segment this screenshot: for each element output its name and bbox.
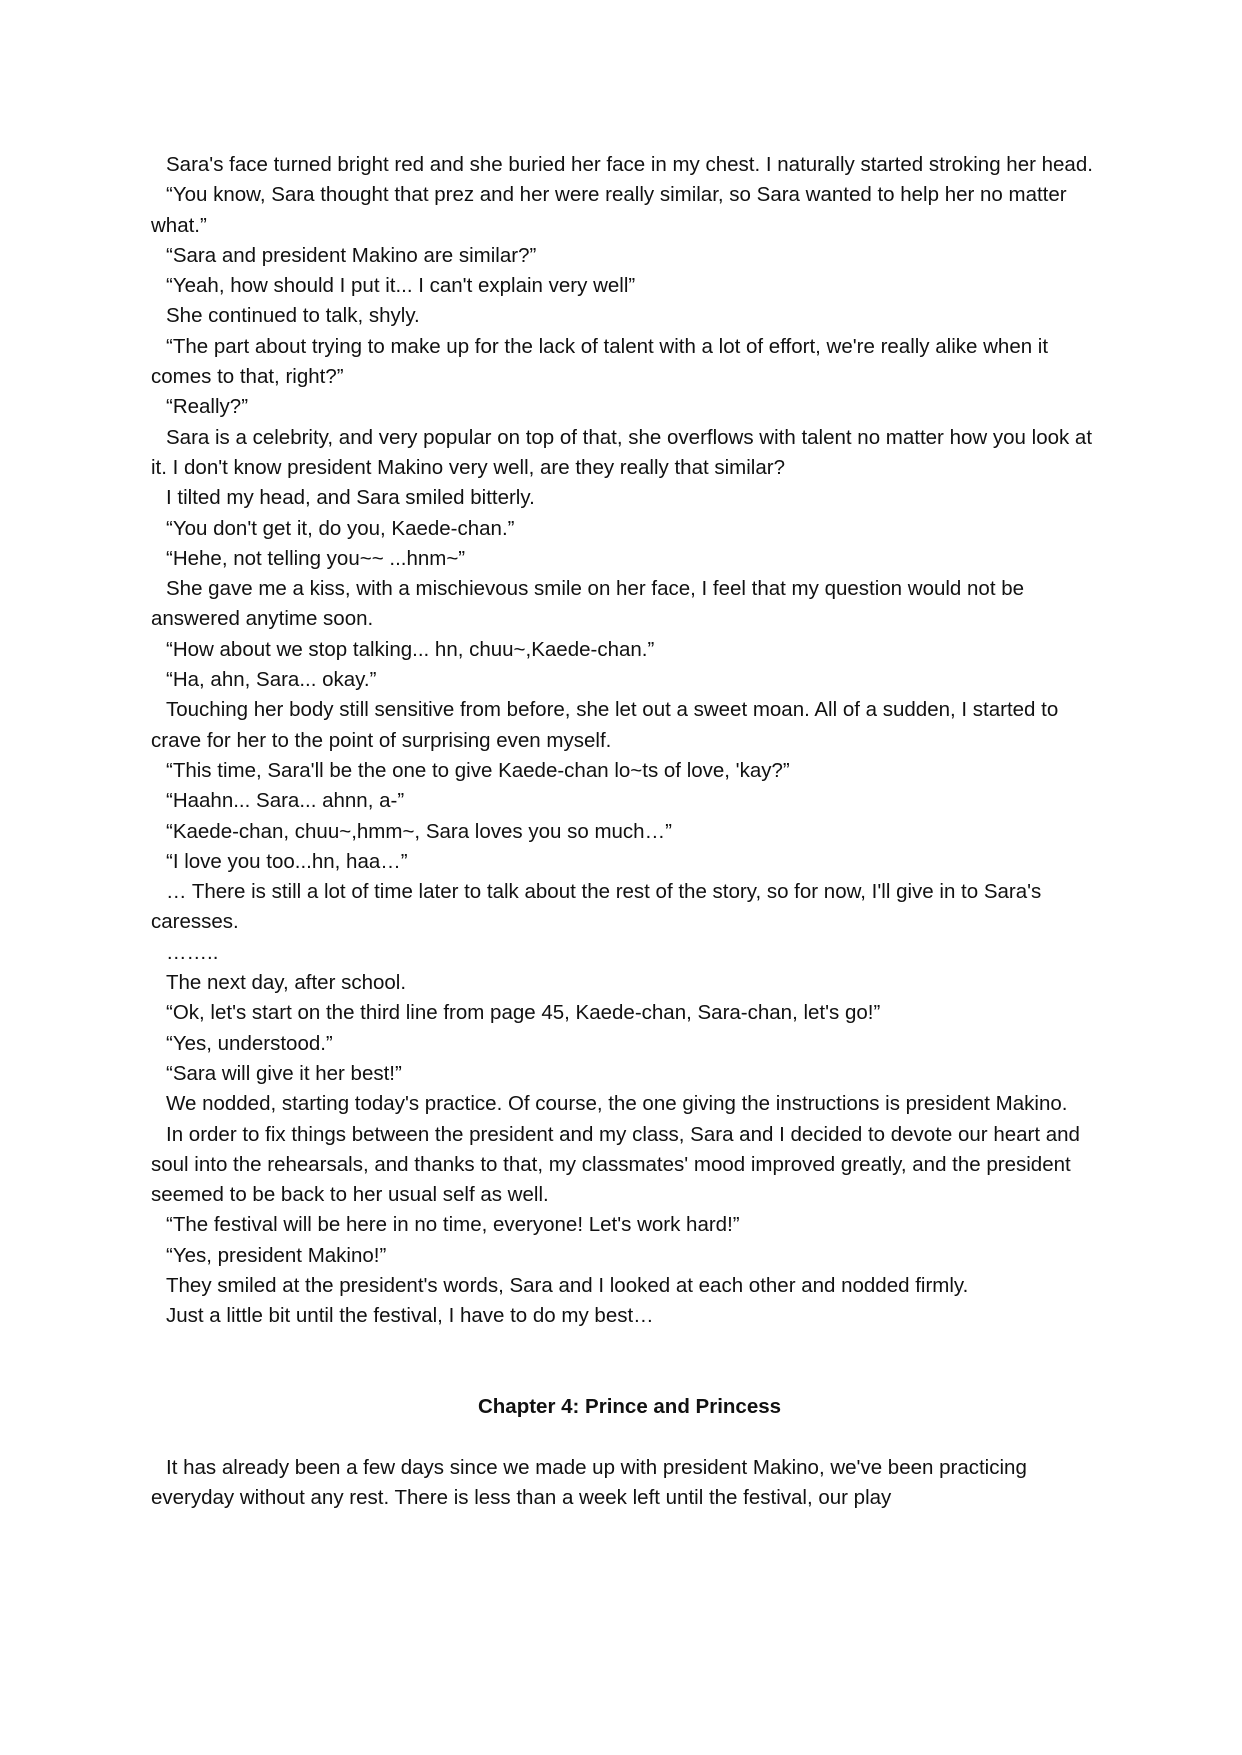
paragraph: The next day, after school. bbox=[166, 971, 407, 995]
paragraph: “Kaede-chan, chuu~,hmm~, Sara loves you so much…” bbox=[166, 819, 672, 843]
paragraph: She gave me a kiss, with a mischievous smile on her face, I feel that my question would not be answered anytime soon. bbox=[151, 577, 1025, 631]
paragraph: Touching her body still sensitive from before, she let out a sweet moan. All of a sudden, I started to crave for her to the point of surprising even myself. bbox=[151, 698, 1059, 752]
paragraph: They smiled at the president's words, Sara and I looked at each other and nodded firmly. bbox=[166, 1273, 969, 1297]
paragraph: …….. bbox=[166, 940, 219, 964]
spacer bbox=[151, 1332, 1093, 1393]
paragraph: “Ha, ahn, Sara... okay.” bbox=[166, 668, 377, 692]
paragraph: “The festival will be here in no time, everyone! Let's work hard!” bbox=[166, 1213, 740, 1237]
paragraph: We nodded, starting today's practice. Of course, the one giving the instructions is president Makino. bbox=[166, 1092, 1068, 1116]
paragraph: “You know, Sara thought that prez and her were really similar, so Sara wanted to help her no matter what.” bbox=[151, 183, 1067, 237]
paragraph: “Yes, president Makino!” bbox=[166, 1243, 387, 1267]
paragraph: “The part about trying to make up for the lack of talent with a lot of effort, we're really alike when it comes to that, right?” bbox=[151, 334, 1049, 389]
document-page bbox=[151, 150, 1093, 1513]
paragraph: “Ok, let's start on the third line from page 45, Kaede-chan, Sara-chan, let's go!” bbox=[166, 1001, 881, 1025]
paragraph: Sara is a celebrity, and very popular on top of that, she overflows with talent no matter how you look at it. I don't know president Makino very well, are they really that similar? bbox=[151, 425, 1093, 479]
paragraph: … There is still a lot of time later to talk about the rest of the story, so for now, I'll give in to Sara's caresses. bbox=[151, 880, 1042, 934]
paragraph: “You don't get it, do you, Kaede-chan.” bbox=[166, 516, 515, 540]
paragraph: “Sara will give it her best!” bbox=[166, 1061, 402, 1085]
paragraph: “Hehe, not telling you~~ ...hnm~” bbox=[166, 546, 466, 570]
paragraph: “This time, Sara'll be the one to give Kaede-chan lo~ts of love, 'kay?” bbox=[166, 758, 790, 782]
paragraph: “Haahn... Sara... ahnn, a-” bbox=[166, 789, 405, 813]
paragraph: “I love you too...hn, haa…” bbox=[166, 849, 408, 873]
chapter-heading: Chapter 4: Prince and Princess bbox=[477, 1395, 782, 1419]
paragraph: “Yes, understood.” bbox=[166, 1031, 333, 1055]
paragraph: I tilted my head, and Sara smiled bitterly. bbox=[166, 486, 535, 510]
paragraph: Sara's face turned bright red and she buried her face in my chest. I naturally started stroking her head. bbox=[166, 153, 1093, 176]
paragraph: In order to fix things between the president and my class, Sara and I decided to devote our heart and soul into the rehearsals, and thanks to that, my classmates' mood improved greatly, and the president seemed to be back to her usual self as well. bbox=[151, 1122, 1080, 1207]
paragraph: “How about we stop talking... hn, chuu~,Kaede-chan.” bbox=[166, 637, 655, 661]
spacer bbox=[151, 1422, 1093, 1452]
paragraph: It has already been a few days since we made up with president Makino, we've been practicing everyday without any rest. There is less than a week left until the festival, our play bbox=[151, 1455, 1027, 1510]
paragraph: Just a little bit until the festival, I have to do my best… bbox=[166, 1304, 654, 1328]
paragraph: “Really?” bbox=[166, 395, 249, 419]
body-text-after bbox=[151, 1453, 1093, 1514]
paragraph: She continued to talk, shyly. bbox=[166, 304, 420, 328]
body-text-before bbox=[151, 150, 1093, 1332]
paragraph: “Yeah, how should I put it... I can't explain very well” bbox=[166, 274, 636, 298]
paragraph: “Sara and president Makino are similar?” bbox=[166, 243, 537, 267]
